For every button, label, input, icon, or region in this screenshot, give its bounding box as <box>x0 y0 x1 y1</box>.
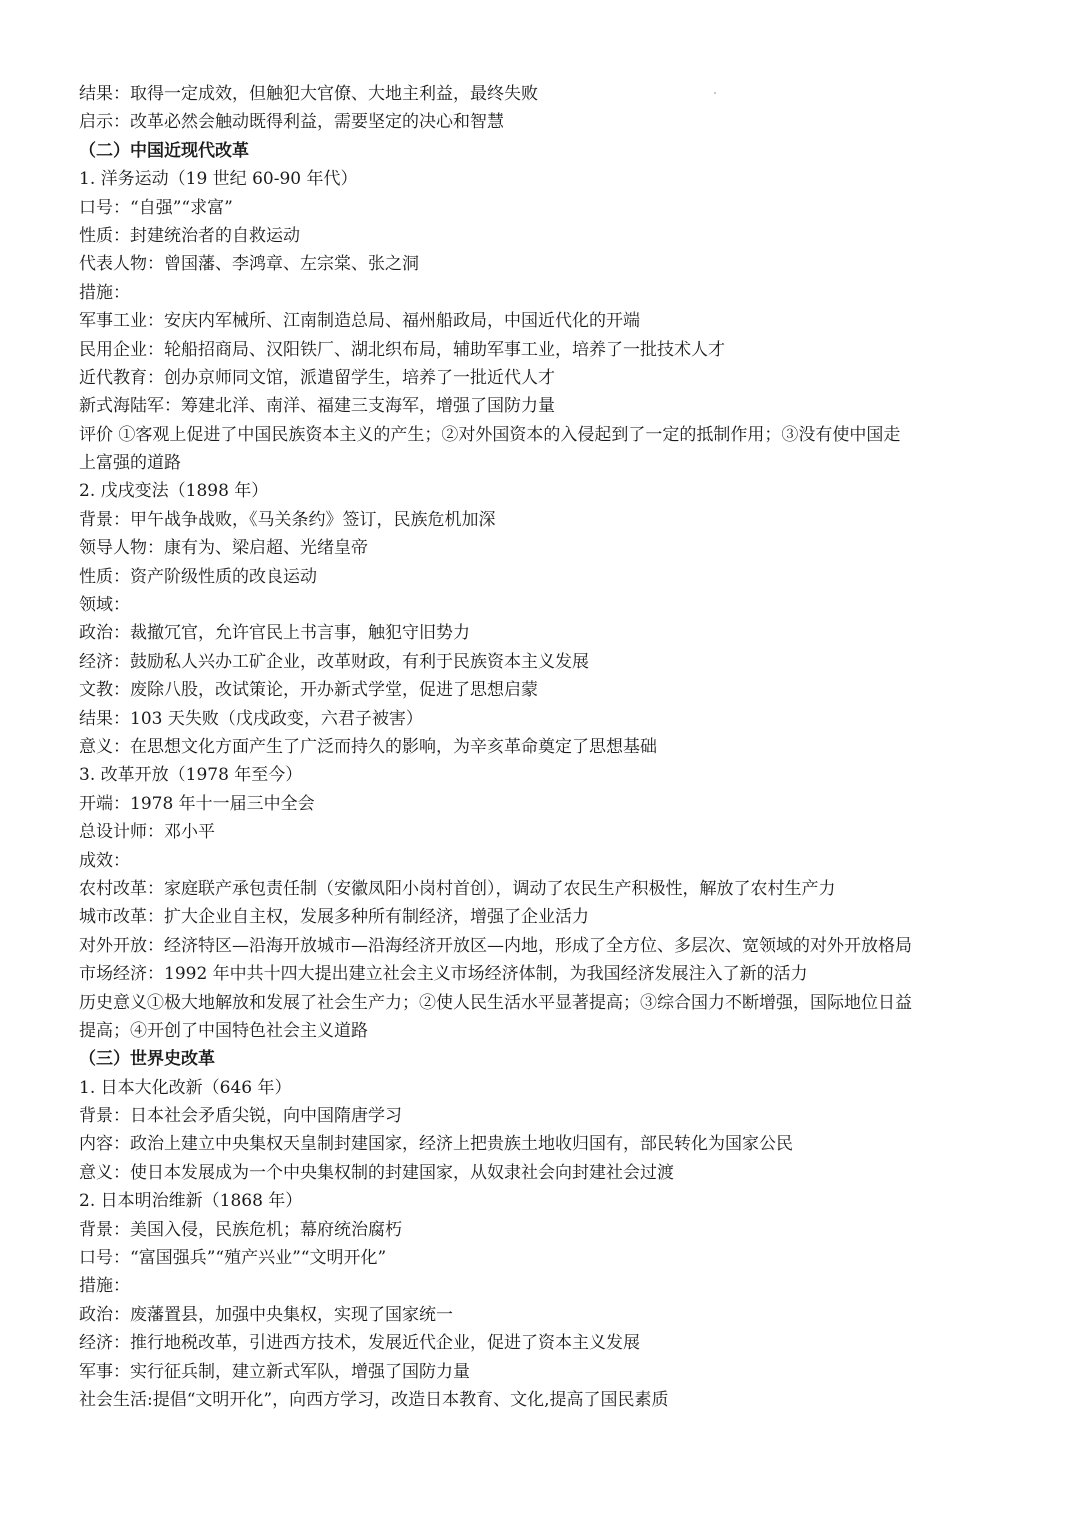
text-line: 1. 日本大化改新（646 年） <box>79 1077 292 1098</box>
text-line: 市场经济：1992 年中共十四大提出建立社会主义市场经济体制，为我国经济发展注入了新的活力 <box>79 964 808 985</box>
text-line: 对外开放：经济特区—沿海开放城市—沿海经济开放区—内地，形成了全方位、多层次、宽领域的对外开放格局 <box>79 935 912 956</box>
text-line: 社会生活:提倡“文明开化”，向西方学习，改造日本教育、文化,提高了国民素质 <box>79 1389 669 1410</box>
text-line: 政治：废藩置县，加强中央集权，实现了国家统一 <box>79 1304 453 1325</box>
text-line: 1. 洋务运动（19 世纪 60-90 年代） <box>79 169 358 190</box>
text-line: 军事工业：安庆内军械所、江南制造总局、福州船政局，中国近代化的开端 <box>79 311 640 332</box>
text-line: 提高；④开创了中国特色社会主义道路 <box>79 1020 368 1041</box>
text-line: 新式海陆军：筹建北洋、南洋、福建三支海军，增强了国防力量 <box>79 396 555 417</box>
text-line: 农村改革：家庭联产承包责任制（安徽凤阳小岗村首创），调动了农民生产积极性，解放了农村生产力 <box>79 878 836 899</box>
text-line: 措施： <box>79 282 130 303</box>
text-line: 民用企业：轮船招商局、汉阳铁厂、湖北织布局，辅助军事工业，培养了一批技术人才 <box>79 339 725 360</box>
text-line: 代表人物：曾国藩、李鸿章、左宗棠、张之洞 <box>79 254 419 275</box>
document-page <box>79 80 1019 1414</box>
text-line: 背景：甲午战争战败，《马关条约》签订，民族危机加深 <box>79 509 496 530</box>
text-line: 上富强的道路 <box>79 453 181 474</box>
text-line: 2. 戊戌变法（1898 年） <box>79 481 269 502</box>
text-line: 历史意义①极大地解放和发展了社会生产力；②使人民生活水平显著提高；③综合国力不断增强，国际地位日益 <box>79 992 912 1013</box>
text-line: 结果：103 天失败（戊戌政变，六君子被害） <box>79 708 423 729</box>
text-line: 结果：取得一定成效，但触犯大官僚、大地主利益，最终失败 <box>79 84 538 104</box>
text-line: 背景：美国入侵，民族危机；幕府统治腐朽 <box>79 1219 402 1240</box>
text-line: 文教：废除八股，改试策论，开办新式学堂，促进了思想启蒙 <box>79 680 538 701</box>
text-line: 城市改革：扩大企业自主权，发展多种所有制经济，增强了企业活力 <box>79 907 589 928</box>
text-line: 背景：日本社会矛盾尖锐，向中国隋唐学习 <box>79 1106 402 1127</box>
section-heading: （三）世界史改革 <box>79 1049 215 1070</box>
text-line: 口号：“自强”“求富” <box>79 197 233 218</box>
text-line: 启示：改革必然会触动既得利益，需要坚定的决心和智慧 <box>79 112 504 133</box>
text-line: 评价 ①客观上促进了中国民族资本主义的产生；②对外国资本的入侵起到了一定的抵制作用；③没有使中国走 <box>79 424 901 445</box>
text-line: 近代教育：创办京师同文馆，派遣留学生，培养了一批近代人才 <box>79 367 555 388</box>
text-line: 成效： <box>79 850 130 871</box>
text-line: 经济：鼓励私人兴办工矿企业，改革财政，有利于民族资本主义发展 <box>79 651 589 672</box>
text-line: 性质：资产阶级性质的改良运动 <box>79 566 317 587</box>
text-line: 军事：实行征兵制，建立新式军队，增强了国防力量 <box>79 1361 470 1382</box>
text-line: 意义：在思想文化方面产生了广泛而持久的影响，为辛亥革命奠定了思想基础 <box>79 736 657 757</box>
text-line: 领域： <box>79 595 130 616</box>
text-line: 总设计师：邓小平 <box>79 822 215 843</box>
text-line: 意义：使日本发展成为一个中央集权制的封建国家，从奴隶社会向封建社会过渡 <box>79 1162 674 1183</box>
text-line: 经济：推行地税改革，引进西方技术，发展近代企业，促进了资本主义发展 <box>79 1333 640 1354</box>
text-line: 口号：“富国强兵”“殖产兴业”“文明开化” <box>79 1248 387 1269</box>
text-line: 开端：1978 年十一届三中全会 <box>79 793 315 814</box>
text-line: 内容：政治上建立中央集权天皇制封建国家，经济上把贵族土地收归国有，部民转化为国家公民 <box>79 1134 793 1155</box>
section-heading: （二）中国近现代改革 <box>79 140 249 161</box>
text-line: 性质：封建统治者的自救运动 <box>79 225 300 246</box>
text-line: 措施： <box>79 1276 130 1297</box>
text-line: 政治：裁撤冗官，允许官民上书言事，触犯守旧势力 <box>79 623 470 644</box>
text-line: 2. 日本明治维新（1868 年） <box>79 1191 303 1212</box>
text-line: 3. 改革开放（1978 年至今） <box>79 765 303 786</box>
text-line: 领导人物：康有为、梁启超、光绪皇帝 <box>79 538 368 559</box>
